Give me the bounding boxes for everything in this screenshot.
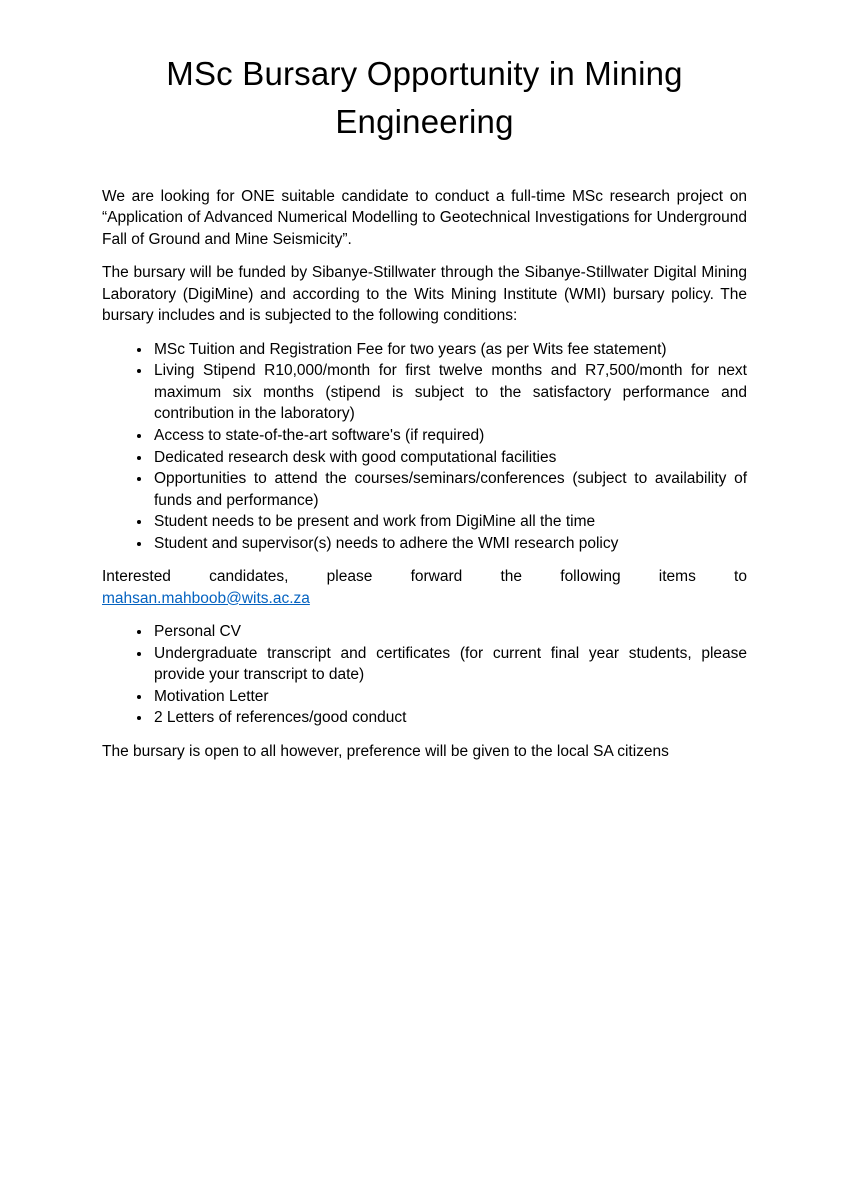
list-item: • Dedicated research desk with good computational facilities	[152, 447, 747, 469]
list-item: • Access to state-of-the-art software's (if required)	[152, 425, 747, 447]
list-item: • Undergraduate transcript and certificates (for current final year students, please provide your transcript to date)	[152, 643, 747, 686]
list-item: • Opportunities to attend the courses/seminars/conferences (subject to availability of funds and performance)	[152, 468, 747, 511]
email-line	[102, 588, 747, 610]
list-item: • Living Stipend R10,000/month for first twelve months and R7,500/month for next maximum six months (stipend is subject to the satisfactory performance and contribution in the laboratory)	[152, 360, 747, 425]
list-item: • MSc Tuition and Registration Fee for two years (as per Wits fee statement)	[152, 339, 747, 361]
apply-paragraph	[102, 566, 747, 609]
list-item: • 2 Letters of references/good conduct	[152, 707, 747, 729]
conditions-list	[102, 339, 747, 554]
funding-paragraph: The bursary will be funded by Sibanye-Stillwater through the Sibanye-Stillwater Digital Mining Laboratory (DigiMine) and according to the Wits Mining Institute (WMI) bursary policy. The bursary includes and is subjected to the following conditions:	[102, 264, 747, 325]
apply-lead-text: Interested candidates, please forward the following items to	[102, 568, 747, 586]
page-title: MSc Bursary Opportunity in Mining Engineering	[166, 55, 683, 140]
application-items-list	[102, 621, 747, 729]
list-item: • Motivation Letter	[152, 686, 747, 708]
closing-paragraph: The bursary is open to all however, preference will be given to the local SA citizens	[102, 742, 669, 760]
list-item: • Student and supervisor(s) needs to adhere the WMI research policy	[152, 533, 747, 555]
intro-paragraph: We are looking for ONE suitable candidate to conduct a full-time MSc research project on “Application of Advanced Numerical Modelling to Geotechnical Investigations for Underground Fall of Ground and Mine Seismicity”.	[102, 187, 747, 248]
list-item: • Student needs to be present and work from DigiMine all the time	[152, 511, 747, 533]
email-link[interactable]: mahsan.mahboob@wits.ac.za	[102, 589, 310, 607]
list-item: • Personal CV	[152, 621, 747, 643]
